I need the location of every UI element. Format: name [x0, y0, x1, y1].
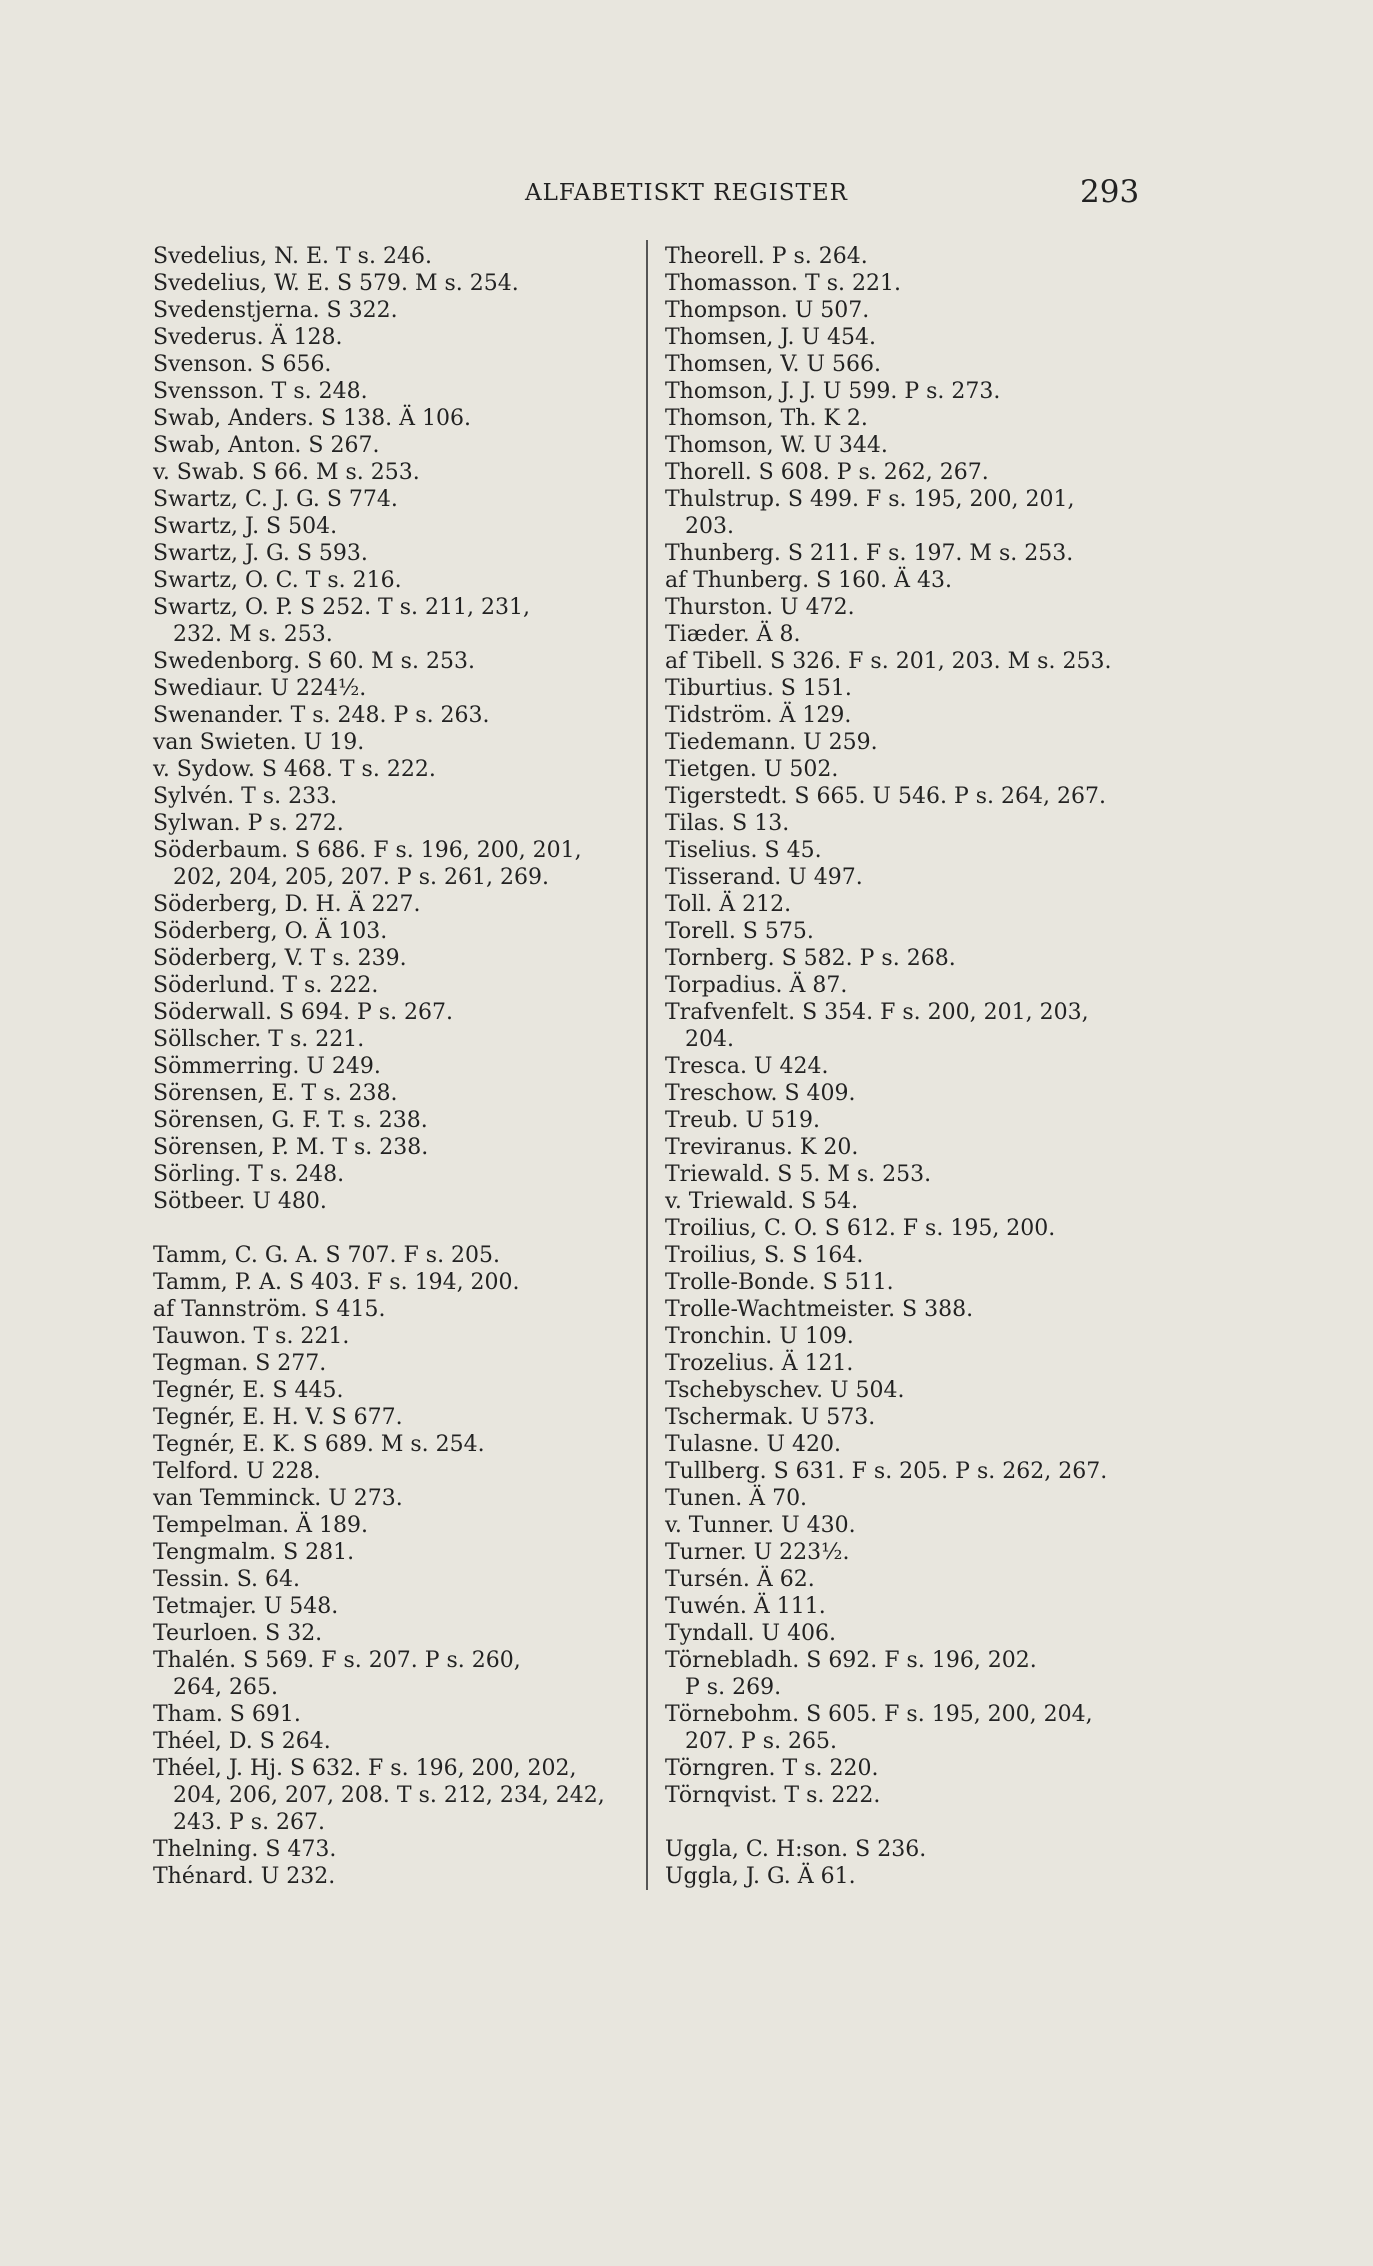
entry-continuation: 264, 265. — [173, 1675, 278, 1700]
index-entry — [153, 351, 641, 378]
page-header-title: ALFABETISKT REGISTER — [525, 180, 848, 206]
index-entry — [153, 1539, 641, 1566]
index-entry — [665, 810, 1175, 837]
index-entry — [665, 324, 1175, 351]
index-entry — [665, 1836, 1175, 1863]
index-entry — [665, 1188, 1175, 1215]
entry-line: Trolle-Bonde. S 511. — [665, 1270, 894, 1295]
entry-line: Tiæder. Ä 8. — [665, 622, 801, 647]
index-column-right — [665, 243, 1175, 1890]
index-entry — [153, 1026, 641, 1053]
entry-line: Svedenstjerna. S 322. — [153, 298, 398, 323]
entry-line: Telford. U 228. — [153, 1459, 321, 1484]
index-entry — [665, 1269, 1175, 1296]
entry-line: Sylvén. T s. 233. — [153, 784, 338, 809]
index-entry — [665, 1512, 1175, 1539]
entry-line: Törngren. T s. 220. — [665, 1756, 879, 1781]
entry-line: Theorell. P s. 264. — [665, 244, 868, 269]
index-entry — [153, 1080, 641, 1107]
index-entry — [153, 810, 641, 837]
index-entry — [153, 378, 641, 405]
index-entry — [665, 1080, 1175, 1107]
index-entry — [665, 1404, 1175, 1431]
index-entry — [153, 1755, 641, 1836]
index-entry — [153, 270, 641, 297]
entry-line: Tschebyschev. U 504. — [665, 1378, 905, 1403]
index-entry — [665, 864, 1175, 891]
index-entry — [153, 1404, 641, 1431]
index-entry — [153, 486, 641, 513]
entry-line: Swab, Anders. S 138. Ä 106. — [153, 406, 471, 431]
index-entry — [153, 1242, 641, 1269]
entry-line: Thulstrup. S 499. F s. 195, 200, 201, — [665, 487, 1075, 512]
index-entry — [153, 1134, 641, 1161]
entry-line: Treviranus. K 20. — [665, 1135, 859, 1160]
index-entry — [665, 999, 1175, 1053]
index-entry — [665, 432, 1175, 459]
entry-line: Tiburtius. S 151. — [665, 676, 852, 701]
index-entry — [153, 837, 641, 891]
entry-line: Söderberg, D. H. Ä 227. — [153, 892, 421, 917]
entry-line: Söderberg, V. T s. 239. — [153, 946, 407, 971]
entry-line: Tunen. Ä 70. — [665, 1486, 808, 1511]
entry-line: Söderbaum. S 686. F s. 196, 200, 201, — [153, 838, 582, 863]
index-entry — [153, 594, 641, 648]
entry-line: Tursén. Ä 62. — [665, 1567, 815, 1592]
page-number: 293 — [1080, 174, 1140, 210]
index-entry — [153, 1107, 641, 1134]
index-entry — [665, 783, 1175, 810]
entry-line: Söderwall. S 694. P s. 267. — [153, 1000, 454, 1025]
index-entry — [665, 972, 1175, 999]
entry-line: Sylwan. P s. 272. — [153, 811, 344, 836]
column-divider — [646, 240, 648, 1890]
index-entry — [665, 351, 1175, 378]
index-entry — [153, 648, 641, 675]
entry-line: Treub. U 519. — [665, 1108, 820, 1133]
entry-line: Söderlund. T s. 222. — [153, 973, 379, 998]
index-entry — [665, 1431, 1175, 1458]
entry-line: Trafvenfelt. S 354. F s. 200, 201, 203, — [665, 1000, 1089, 1025]
entry-line: Tyndall. U 406. — [665, 1621, 837, 1646]
index-entry — [665, 1755, 1175, 1782]
entry-line: Treschow. S 409. — [665, 1081, 856, 1106]
entry-continuation: 243. P s. 267. — [173, 1810, 326, 1835]
entry-line: Svederus. Ä 128. — [153, 325, 343, 350]
entry-line: v. Tunner. U 430. — [665, 1513, 856, 1538]
entry-line: Swartz, O. P. S 252. T s. 211, 231, — [153, 595, 530, 620]
index-entry — [153, 1593, 641, 1620]
entry-line: Swartz, C. J. G. S 774. — [153, 487, 398, 512]
entry-line: Turner. U 223½. — [665, 1540, 850, 1565]
entry-continuation: 232. M s. 253. — [173, 622, 333, 647]
index-entry — [153, 1512, 641, 1539]
entry-line: Tidström. Ä 129. — [665, 703, 852, 728]
index-entry — [153, 1566, 641, 1593]
index-entry — [665, 567, 1175, 594]
entry-line: Tresca. U 424. — [665, 1054, 829, 1079]
index-entry — [153, 1350, 641, 1377]
entry-line: Tamm, C. G. A. S 707. F s. 205. — [153, 1243, 501, 1268]
entry-line: Swartz, J. G. S 593. — [153, 541, 368, 566]
entry-continuation: 202, 204, 205, 207. P s. 261, 269. — [173, 865, 549, 890]
entry-line: Thunberg. S 211. F s. 197. M s. 253. — [665, 541, 1074, 566]
entry-line: Tilas. S 13. — [665, 811, 790, 836]
index-entry — [153, 702, 641, 729]
entry-line: Tham. S 691. — [153, 1702, 301, 1727]
entry-line: Thomsen, J. U 454. — [665, 325, 877, 350]
entry-continuation: P s. 269. — [685, 1675, 782, 1700]
entry-line: Swartz, O. C. T s. 216. — [153, 568, 402, 593]
entry-line: Sörensen, G. F. T. s. 238. — [153, 1108, 428, 1133]
index-entry — [153, 1647, 641, 1701]
entry-line: Uggla, J. G. Ä 61. — [665, 1864, 856, 1889]
entry-line: af Tibell. S 326. F s. 201, 203. M s. 253. — [665, 649, 1112, 674]
index-entry — [665, 1701, 1175, 1755]
entry-line: Théel, J. Hj. S 632. F s. 196, 200, 202, — [153, 1756, 577, 1781]
entry-line: Théel, D. S 264. — [153, 1729, 331, 1754]
index-entry — [665, 1539, 1175, 1566]
entry-line: Törnebohm. S 605. F s. 195, 200, 204, — [665, 1702, 1093, 1727]
index-entry — [665, 891, 1175, 918]
entry-line: Tessin. S. 64. — [153, 1567, 301, 1592]
index-entry — [665, 1620, 1175, 1647]
entry-line: Tisserand. U 497. — [665, 865, 863, 890]
entry-line: Thompson. U 507. — [665, 298, 870, 323]
entry-line: Svenson. S 656. — [153, 352, 332, 377]
index-entry — [665, 945, 1175, 972]
index-entry — [665, 621, 1175, 648]
index-entry — [153, 783, 641, 810]
index-entry — [153, 1728, 641, 1755]
index-entry — [665, 594, 1175, 621]
index-entry — [665, 675, 1175, 702]
entry-line: Tullberg. S 631. F s. 205. P s. 262, 267. — [665, 1459, 1108, 1484]
index-entry — [665, 486, 1175, 540]
index-entry — [665, 297, 1175, 324]
entry-continuation: 204, 206, 207, 208. T s. 212, 234, 242, — [173, 1783, 605, 1808]
index-entry — [153, 1323, 641, 1350]
index-entry — [153, 1863, 641, 1890]
entry-line: Tegnér, E. S 445. — [153, 1378, 344, 1403]
entry-line: Tietgen. U 502. — [665, 757, 839, 782]
index-entry — [153, 675, 641, 702]
index-entry — [665, 1647, 1175, 1701]
index-entry — [665, 648, 1175, 675]
index-entry — [665, 756, 1175, 783]
index-entry — [153, 729, 641, 756]
index-entry — [153, 945, 641, 972]
entry-line: van Temminck. U 273. — [153, 1486, 403, 1511]
entry-continuation: 204. — [685, 1027, 734, 1052]
index-entry — [665, 540, 1175, 567]
index-entry — [665, 1566, 1175, 1593]
entry-line: Söllscher. T s. 221. — [153, 1027, 365, 1052]
entry-line: Sömmerring. U 249. — [153, 1054, 381, 1079]
index-entry — [153, 1836, 641, 1863]
entry-line: Tschermak. U 573. — [665, 1405, 876, 1430]
index-entry — [665, 1863, 1175, 1890]
entry-line: van Swieten. U 19. — [153, 730, 365, 755]
entry-line: Troilius, S. S 164. — [665, 1243, 864, 1268]
index-entry — [665, 1242, 1175, 1269]
index-entry — [153, 1161, 641, 1188]
entry-line: Thalén. S 569. F s. 207. P s. 260, — [153, 1648, 521, 1673]
index-entry — [153, 405, 641, 432]
index-entry — [665, 1053, 1175, 1080]
entry-line: Sötbeer. U 480. — [153, 1189, 327, 1214]
entry-line: af Tannström. S 415. — [153, 1297, 386, 1322]
index-entry — [153, 1485, 641, 1512]
entry-line: Sörensen, E. T s. 238. — [153, 1081, 398, 1106]
entry-line: Tronchin. U 109. — [665, 1324, 854, 1349]
index-entry — [665, 1593, 1175, 1620]
index-entry — [153, 432, 641, 459]
entry-line: Svedelius, W. E. S 579. M s. 254. — [153, 271, 519, 296]
index-entry — [665, 243, 1175, 270]
entry-line: Tigerstedt. S 665. U 546. P s. 264, 267. — [665, 784, 1106, 809]
index-entry — [153, 324, 641, 351]
index-entry — [153, 972, 641, 999]
index-entry — [153, 1620, 641, 1647]
entry-line: Tegnér, E. K. S 689. M s. 254. — [153, 1432, 485, 1457]
index-column-left — [153, 243, 641, 1890]
entry-line: Thomsen, V. U 566. — [665, 352, 881, 377]
index-entry — [153, 1296, 641, 1323]
entry-line: Swartz, J. S 504. — [153, 514, 338, 539]
section-gap — [665, 1809, 1175, 1836]
entry-line: v. Sydow. S 468. T s. 222. — [153, 757, 436, 782]
entry-line: Torell. S 575. — [665, 919, 814, 944]
entry-line: Tuwén. Ä 111. — [665, 1594, 826, 1619]
index-entry — [665, 1134, 1175, 1161]
entry-line: Torpadius. Ä 87. — [665, 973, 848, 998]
entry-line: Uggla, C. H:son. S 236. — [665, 1837, 927, 1862]
entry-line: Troilius, C. O. S 612. F s. 195, 200. — [665, 1216, 1056, 1241]
index-entry — [153, 567, 641, 594]
index-entry — [153, 756, 641, 783]
index-entry — [665, 837, 1175, 864]
entry-line: Thénard. U 232. — [153, 1864, 336, 1889]
index-entry — [665, 1782, 1175, 1809]
entry-line: Thomson, W. U 344. — [665, 433, 888, 458]
index-entry — [665, 459, 1175, 486]
entry-line: Thomasson. T s. 221. — [665, 271, 901, 296]
index-entry — [153, 1269, 641, 1296]
entry-line: Svedelius, N. E. T s. 246. — [153, 244, 432, 269]
index-entry — [665, 729, 1175, 756]
index-entry — [665, 1107, 1175, 1134]
index-entry — [665, 270, 1175, 297]
section-gap — [153, 1215, 641, 1242]
entry-line: Törnqvist. T s. 222. — [665, 1783, 881, 1808]
entry-line: v. Triewald. S 54. — [665, 1189, 859, 1214]
entry-line: Tamm, P. A. S 403. F s. 194, 200. — [153, 1270, 520, 1295]
entry-line: Tetmajer. U 548. — [153, 1594, 339, 1619]
entry-line: Törnebladh. S 692. F s. 196, 202. — [665, 1648, 1037, 1673]
entry-line: Sörling. T s. 248. — [153, 1162, 345, 1187]
entry-line: Trozelius. Ä 121. — [665, 1351, 854, 1376]
entry-line: Tengmalm. S 281. — [153, 1540, 355, 1565]
entry-line: Swedenborg. S 60. M s. 253. — [153, 649, 475, 674]
entry-line: Swab, Anton. S 267. — [153, 433, 380, 458]
entry-line: af Thunberg. S 160. Ä 43. — [665, 568, 953, 593]
entry-line: Sörensen, P. M. T s. 238. — [153, 1135, 429, 1160]
index-entry — [153, 1188, 641, 1215]
entry-line: Thelning. S 473. — [153, 1837, 337, 1862]
index-entry — [665, 1350, 1175, 1377]
index-entry — [665, 378, 1175, 405]
index-entry — [665, 1458, 1175, 1485]
index-entry — [665, 1215, 1175, 1242]
index-entry — [665, 1485, 1175, 1512]
index-entry — [665, 1161, 1175, 1188]
entry-line: Thorell. S 608. P s. 262, 267. — [665, 460, 989, 485]
entry-line: Tegnér, E. H. V. S 677. — [153, 1405, 403, 1430]
entry-line: Tiedemann. U 259. — [665, 730, 878, 755]
entry-line: Swediaur. U 224½. — [153, 676, 367, 701]
entry-line: Thomson, Th. K 2. — [665, 406, 868, 431]
index-entry — [153, 297, 641, 324]
index-entry — [665, 1323, 1175, 1350]
entry-line: Teurloen. S 32. — [153, 1621, 323, 1646]
index-entry — [153, 891, 641, 918]
index-entry — [153, 459, 641, 486]
index-entry — [665, 918, 1175, 945]
entry-line: Swenander. T s. 248. P s. 263. — [153, 703, 490, 728]
entry-line: Tauwon. T s. 221. — [153, 1324, 350, 1349]
entry-line: Toll. Ä 212. — [665, 892, 792, 917]
entry-continuation: 207. P s. 265. — [685, 1729, 838, 1754]
index-entry — [665, 405, 1175, 432]
entry-line: Svensson. T s. 248. — [153, 379, 368, 404]
index-entry — [665, 1296, 1175, 1323]
index-entry — [153, 243, 641, 270]
entry-line: v. Swab. S 66. M s. 253. — [153, 460, 420, 485]
entry-line: Tornberg. S 582. P s. 268. — [665, 946, 956, 971]
index-entry — [153, 1701, 641, 1728]
entry-line: Tiselius. S 45. — [665, 838, 822, 863]
index-entry — [665, 702, 1175, 729]
index-entry — [665, 1377, 1175, 1404]
entry-line: Tempelman. Ä 189. — [153, 1513, 368, 1538]
entry-line: Söderberg, O. Ä 103. — [153, 919, 388, 944]
index-entry — [153, 540, 641, 567]
index-entry — [153, 1458, 641, 1485]
entry-line: Tulasne. U 420. — [665, 1432, 841, 1457]
entry-line: Trolle-Wachtmeister. S 388. — [665, 1297, 974, 1322]
index-entry — [153, 918, 641, 945]
index-entry — [153, 1377, 641, 1404]
entry-line: Thomson, J. J. U 599. P s. 273. — [665, 379, 1001, 404]
index-entry — [153, 999, 641, 1026]
index-entry — [153, 1053, 641, 1080]
index-entry — [153, 1431, 641, 1458]
entry-line: Triewald. S 5. M s. 253. — [665, 1162, 932, 1187]
entry-line: Tegman. S 277. — [153, 1351, 327, 1376]
index-entry — [153, 513, 641, 540]
entry-line: Thurston. U 472. — [665, 595, 855, 620]
entry-continuation: 203. — [685, 514, 734, 539]
